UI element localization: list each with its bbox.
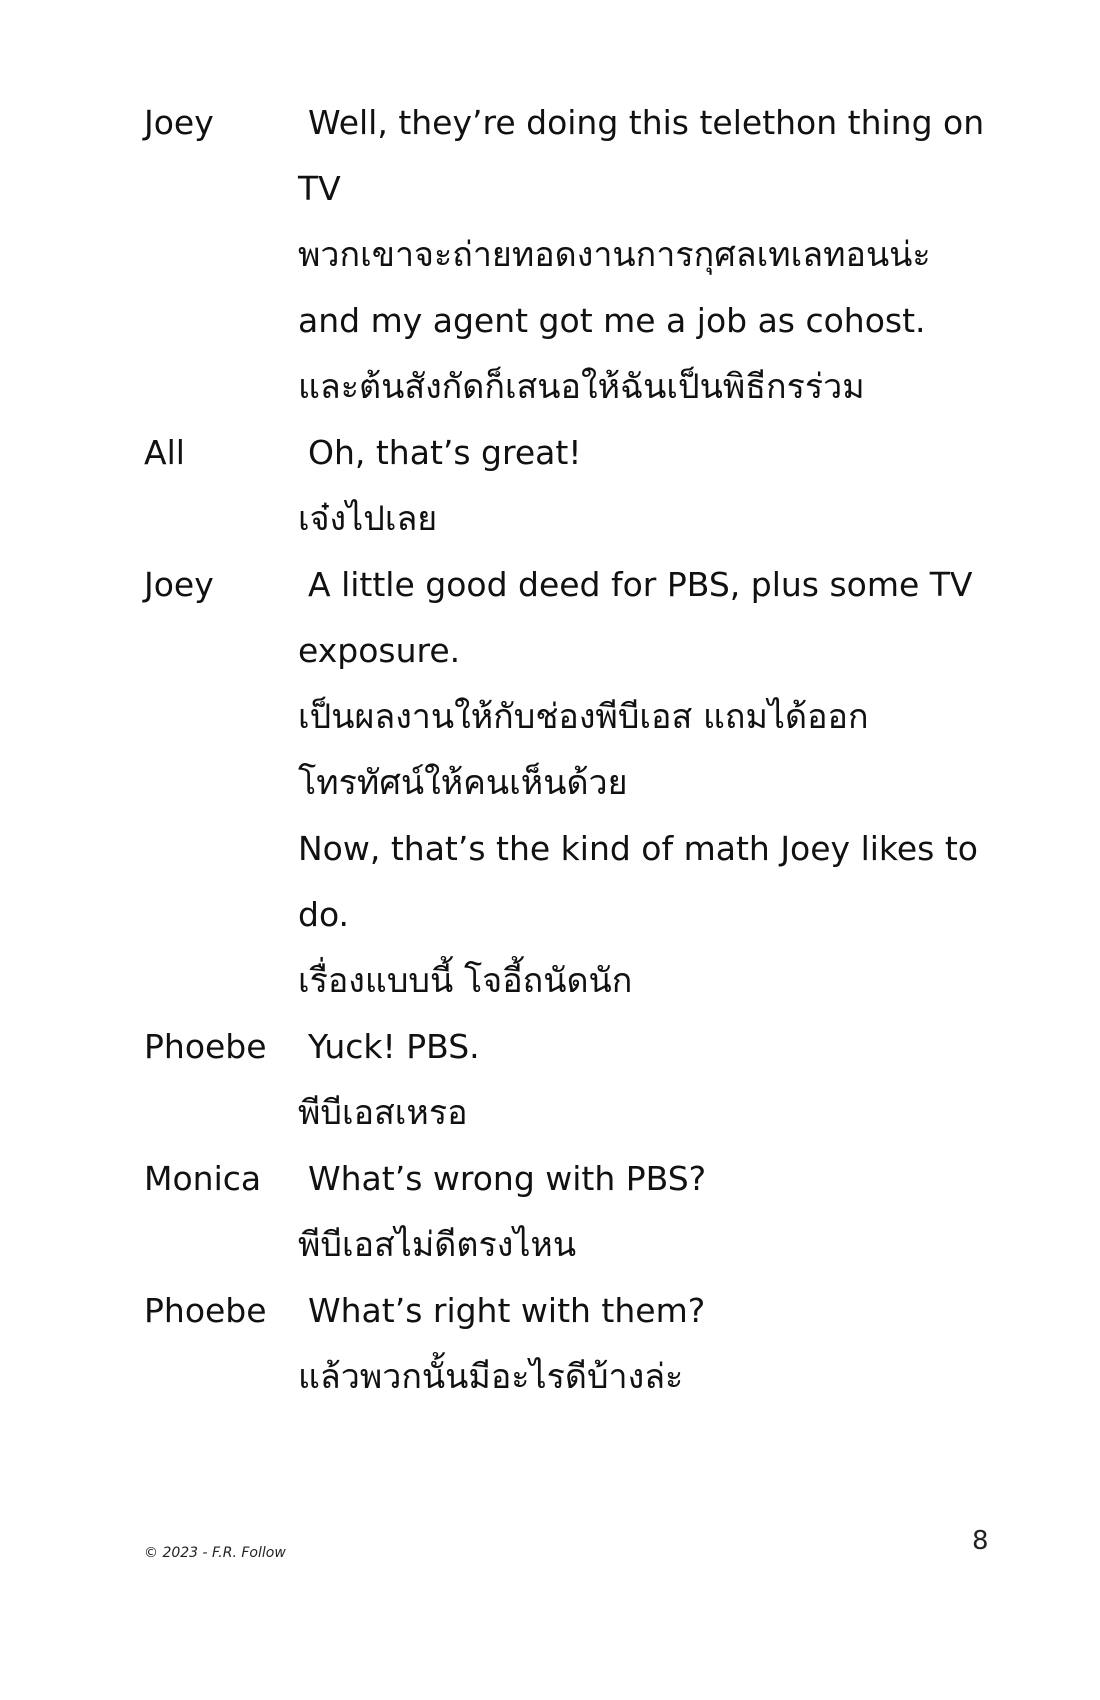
thai-translation-line: เป็นผลงานให้กับช่องพีบีเอส แถมได้ออก [298,697,869,737]
english-dialogue-line: Now, that’s the kind of math Joey likes to [298,829,978,868]
thai-translation-line: พวกเขาจะถ่ายทอดงานการกุศลเทเลทอนน่ะ [298,235,931,275]
copyright-notice: © 2023 - F.R. Follow [144,1545,286,1561]
speaker-name: Joey [144,565,214,604]
thai-translation-line: โทรทัศน์ให้คนเห็นด้วย [298,763,628,803]
thai-translation-line: แล้วพวกนั้นมีอะไรดีบ้างล่ะ [298,1357,684,1397]
thai-translation-line: และต้นสังกัดก็เสนอให้ฉันเป็นพิธีกรร่วม [298,367,865,407]
speaker-name: Monica [144,1159,262,1198]
english-dialogue-line: Yuck! PBS. [308,1027,480,1066]
english-dialogue-line: Well, they’re doing this telethon thing on [308,103,985,142]
english-dialogue-line: A little good deed for PBS, plus some TV [308,565,973,604]
english-dialogue-line: and my agent got me a job as cohost. [298,301,926,340]
english-dialogue-line: exposure. [298,631,461,670]
speaker-name: Phoebe [144,1291,267,1330]
english-dialogue-line: What’s right with them? [308,1291,706,1330]
english-dialogue-line: Oh, that’s great! [308,433,582,472]
english-dialogue-line: do. [298,895,350,934]
page-number: 8 [972,1526,989,1556]
english-dialogue-line: What’s wrong with PBS? [308,1159,707,1198]
thai-translation-line: เรื่องแบบนี้ โจอี้ถนัดนัก [298,961,633,1001]
thai-translation-line: เจ๋งไปเลย [298,499,438,539]
speaker-name: Phoebe [144,1027,267,1066]
speaker-name: Joey [144,103,214,142]
thai-translation-line: พีบีเอสไม่ดีตรงไหน [298,1225,577,1265]
speaker-name: All [144,433,185,472]
thai-translation-line: พีบีเอสเหรอ [298,1093,468,1133]
english-dialogue-line: TV [298,169,341,208]
